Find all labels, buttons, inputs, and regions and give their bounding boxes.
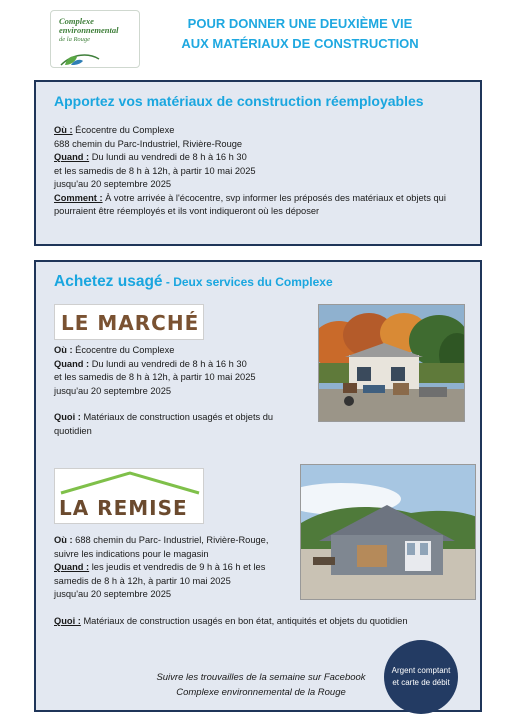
buy-used-subtitle: - Deux services du Complexe	[162, 275, 333, 289]
quand-value: Du lundi au vendredi de 8 h à 16 h 30	[89, 152, 247, 162]
comment-label: Comment :	[54, 192, 103, 203]
remise-quoi-value: Matériaux de construction usagés en bon état, antiquités et objets du quotidien	[80, 616, 408, 626]
logo-line-2: environnemental	[59, 25, 119, 35]
remise-ou-value: 688 chemin du Parc- Industriel, Rivière-Rouge, suivre les indications pour le magasin	[54, 535, 269, 559]
marche-quand-label: Quand :	[54, 358, 90, 369]
buy-used-title	[54, 273, 333, 291]
facebook-note-line-2: Complexe environnemental de la Rouge	[176, 687, 346, 698]
roof-icon	[55, 469, 205, 497]
leaf-icon	[59, 51, 139, 67]
page-headline	[150, 14, 450, 54]
ou-label: Où :	[54, 125, 73, 135]
drop-off-details	[54, 124, 464, 219]
marche-ou-label: Où :	[54, 345, 73, 355]
remise-ou-label: Où :	[54, 535, 73, 545]
remise-quoi-label: Quoi :	[54, 616, 81, 626]
facebook-note	[96, 670, 426, 700]
payment-badge-text: Argent comptant et carte de débit	[391, 666, 451, 687]
marche-saturday-hours: et les samedis de 8 h à 12h, à partir 10 mai 2025	[54, 372, 256, 382]
quand-label: Quand :	[54, 152, 90, 162]
la-remise-hours	[54, 561, 294, 602]
drop-off-title: Apportez vos matériaux de construction réemployables	[54, 93, 424, 109]
remise-quand-value: les jeudis et vendredis de 9 h à 16 h et les samedis de 8 h à 12h, à partir 10 mai 2025	[54, 562, 266, 586]
headline-line-1: POUR DONNER UNE DEUXIÈME VIE	[187, 16, 413, 31]
marche-ou-value: Écocentre du Complexe	[72, 345, 175, 355]
facebook-note-line-1: Suivre les trouvailles de la semaine sur Facebook	[156, 672, 366, 683]
remise-quand-label: Quand :	[54, 562, 90, 572]
la-remise-photo	[300, 464, 476, 600]
marche-quoi-label: Quoi :	[54, 412, 81, 422]
marche-end-date: jusqu'au 20 septembre 2025	[54, 385, 172, 396]
le-marche-photo	[318, 304, 465, 422]
organization-logo	[50, 10, 140, 68]
marche-quoi-value: Matériaux de construction usagés et objets du quotidien	[54, 412, 274, 436]
la-remise-what	[54, 615, 464, 629]
comment-value: À votre arrivée à l'écocentre, svp informer les préposés des matériaux et objets qui pourraient être réemployés et ils vont indiqueront où les déposer	[54, 192, 446, 216]
buy-used-heading: Achetez usagé	[54, 273, 163, 290]
logo-text	[59, 17, 119, 44]
la-remise-sign-text: LA REMISE	[59, 496, 188, 520]
end-date: jusqu'au 20 septembre 2025	[54, 179, 172, 189]
le-marche-sign	[54, 304, 204, 340]
logo-line-3: de la Rouge	[59, 36, 91, 43]
le-marche-sign-text: LE MARCHÉ	[61, 311, 200, 335]
address: 688 chemin du Parc-Industriel, Rivière-Rouge	[54, 138, 243, 149]
remise-end-date: jusqu'au 20 septembre 2025	[54, 589, 172, 599]
logo-line-1: Complexe	[59, 16, 94, 26]
payment-badge	[384, 640, 458, 714]
la-remise-details	[54, 534, 294, 561]
la-remise-sign	[54, 468, 204, 524]
headline-line-2: AUX MATÉRIAUX DE CONSTRUCTION	[181, 36, 419, 51]
drop-off-section	[34, 80, 482, 246]
marche-quand-value: Du lundi au vendredi de 8 h à 16 h 30	[89, 358, 247, 369]
saturday-hours: et les samedis de 8 h à 12h, à partir 10 mai 2025	[54, 165, 256, 176]
ou-value: Écocentre du Complexe	[72, 125, 175, 135]
le-marche-details	[54, 344, 309, 438]
